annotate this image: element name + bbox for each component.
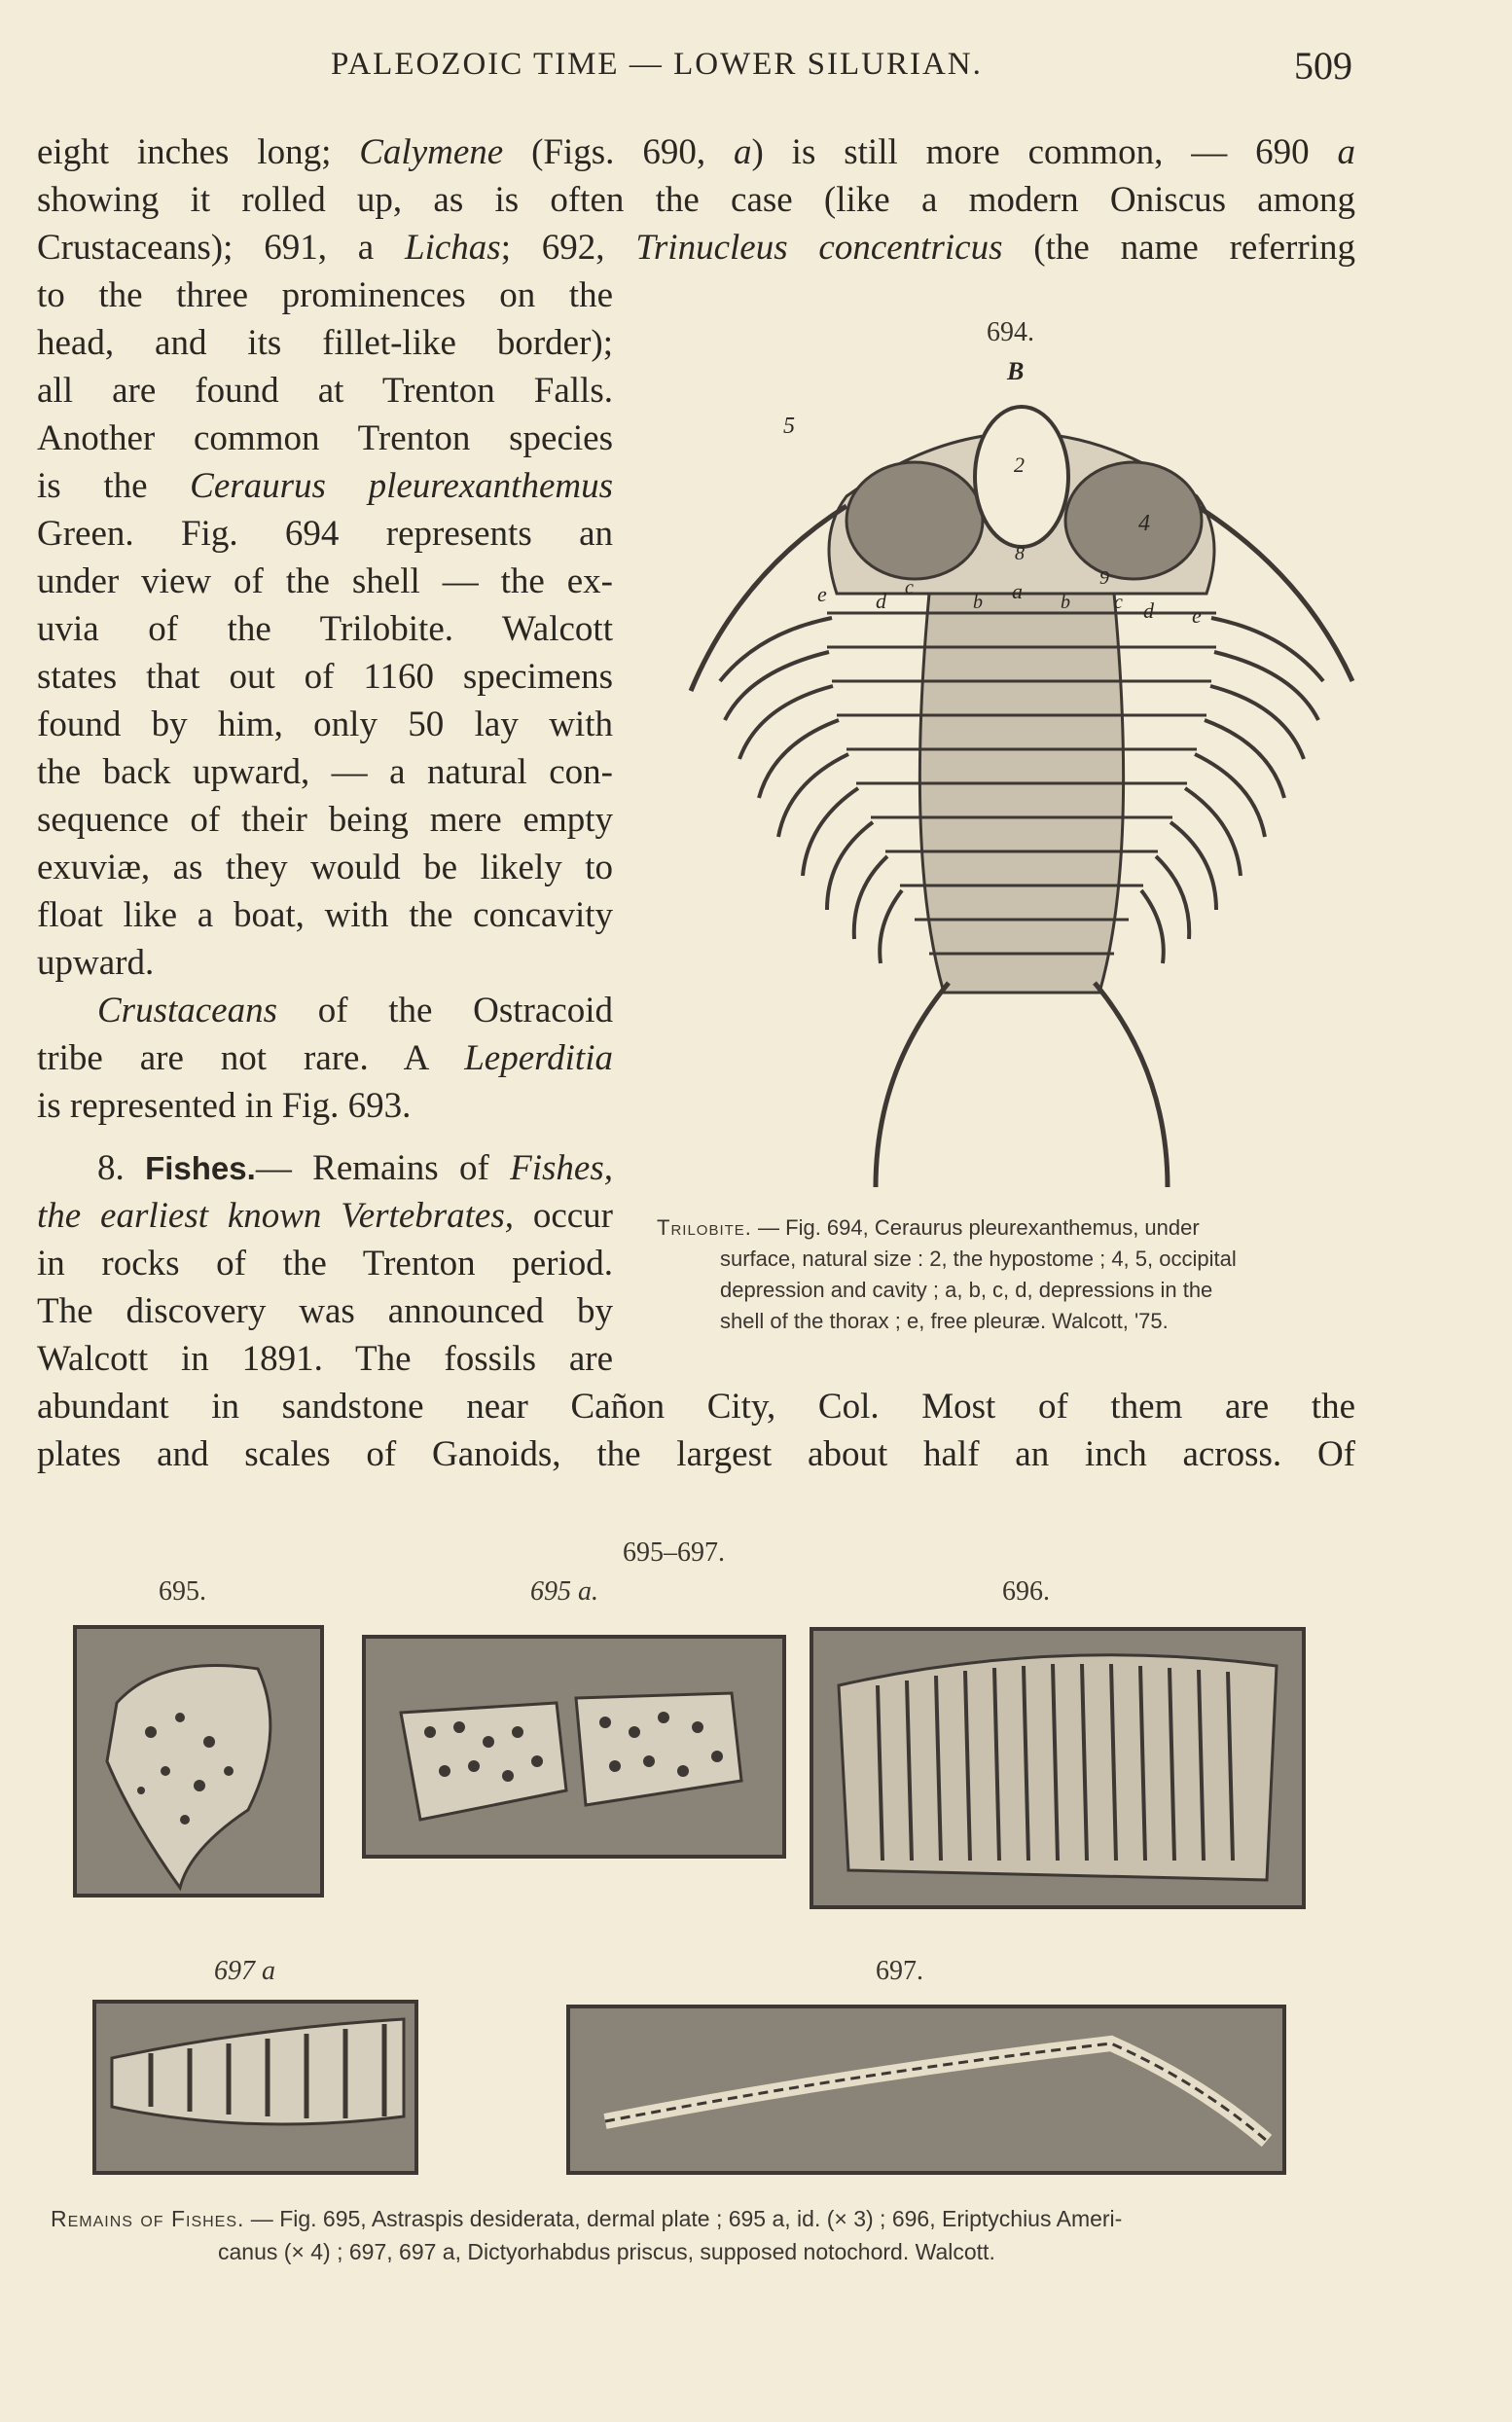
text-line: found by him, only 50 lay with [37,705,613,744]
figure-695-plate [73,1625,324,1898]
fig-letter-e-right: e [1192,603,1202,628]
text-line: The discovery was announced by [37,1291,613,1331]
text-line: is represented in Fig. 693. [37,1086,412,1126]
text-line: Crustaceans); 691, a Lichas; 692, Trinucleus concentricus (the name referring [37,228,1355,268]
fig-letter-b-right: b [1061,592,1070,613]
text-line: plates and scales of Ganoids, the largest about half an inch across. Of [37,1434,1355,1474]
fig-letter-4: 4 [1138,511,1150,536]
fig-letter-B: B [1007,357,1025,385]
figure-696-plate [810,1627,1306,1909]
text-line: the earliest known Vertebrates, occur [37,1196,613,1236]
fig-letter-d-left: d [876,589,886,613]
figure-697-label: 697. [876,1956,923,1986]
section-heading-line: 8. Fishes.— Remains of Fishes, [97,1148,613,1188]
text-line: upward. [37,943,155,983]
fig-letter-c-left: c [905,577,914,598]
figure-694-caption: Trilobite. — Fig. 694, Ceraurus pleurexanthemus, under surface, natural size : 2, the hypostome ; 4, 5, occipital depression and cavity ; a, b, c, d, depressions in the shell of the thorax ; e, free pleuræ. Walcott, '75. [657,1215,1237,1333]
text-line: abundant in sandstone near Cañon City, Col. Most of them are the [37,1387,1355,1427]
text-line: head, and its fillet-like border); [37,323,613,363]
fig-letter-d-right: d [1143,598,1154,623]
fig-letter-c-right: c [1114,592,1123,613]
page-number: 509 [1294,44,1352,88]
figure-697a-label: 697 a [214,1956,275,1986]
figure-695a-label: 695 a. [530,1576,598,1607]
figure-695-label: 695. [159,1576,206,1607]
text-line: states that out of 1160 specimens [37,657,613,697]
figure-694-label: 694. [987,317,1034,347]
text-line: under view of the shell — the ex- [37,561,613,601]
text-line: showing it rolled up, as is often the case (like a modern Oniscus among [37,180,1355,220]
text-line: float like a boat, with the concavity [37,895,613,935]
figure-695-697-caption: Remains of Fishes. — Fig. 695, Astraspis desiderata, dermal plate ; 695 a, id. (× 3) ; 696, Eriptychius Ameri- canus (× 4) ; 697, 697 a, Dictyorhabdus priscus, supposed notochord. Walcott. [51,2206,1123,2264]
text-line: all are found at Trenton Falls. [37,371,613,411]
text-line: uvia of the Trilobite. Walcott [37,609,613,649]
text-line: the back upward, — a natural con- [37,752,613,792]
text-line: sequence of their being mere empty [37,800,613,840]
text-line: in rocks of the Trenton period. [37,1244,613,1283]
figure-694-trilobite [681,350,1362,1207]
fig-letter-e-left: e [817,582,827,606]
figure-697-plate [566,2005,1286,2175]
fig-letter-5: 5 [783,414,795,439]
text-line: is the Ceraurus pleurexanthemus [37,466,613,506]
figure-695a-plate [362,1635,786,1859]
text-line: Walcott in 1891. The fossils are [37,1339,613,1379]
text-line: eight inches long; Calymene (Figs. 690, a) is still more common, — 690 a [37,132,1355,172]
text-line: Crustaceans of the Ostracoid [97,991,613,1030]
text-line: exuviæ, as they would be likely to [37,848,613,887]
text-line: Green. Fig. 694 represents an [37,514,613,554]
figure-696-label: 696. [1002,1576,1050,1607]
fig-letter-9: 9 [1099,567,1109,589]
text-line: Another common Trenton species [37,418,613,458]
running-title: PALEOZOIC TIME — LOWER SILURIAN. [331,47,983,82]
text-line: tribe are not rare. A Leperditia [37,1038,613,1078]
fig-letter-2: 2 [1014,452,1025,477]
text-line: to the three prominences on the [37,275,613,315]
page-header [0,44,1512,88]
fig-letter-8: 8 [1015,543,1025,564]
fig-letter-a: a [1012,579,1023,603]
fig-letter-b-left: b [973,592,983,613]
figure-group-label: 695–697. [623,1537,725,1568]
figure-697a-plate [92,2000,418,2175]
